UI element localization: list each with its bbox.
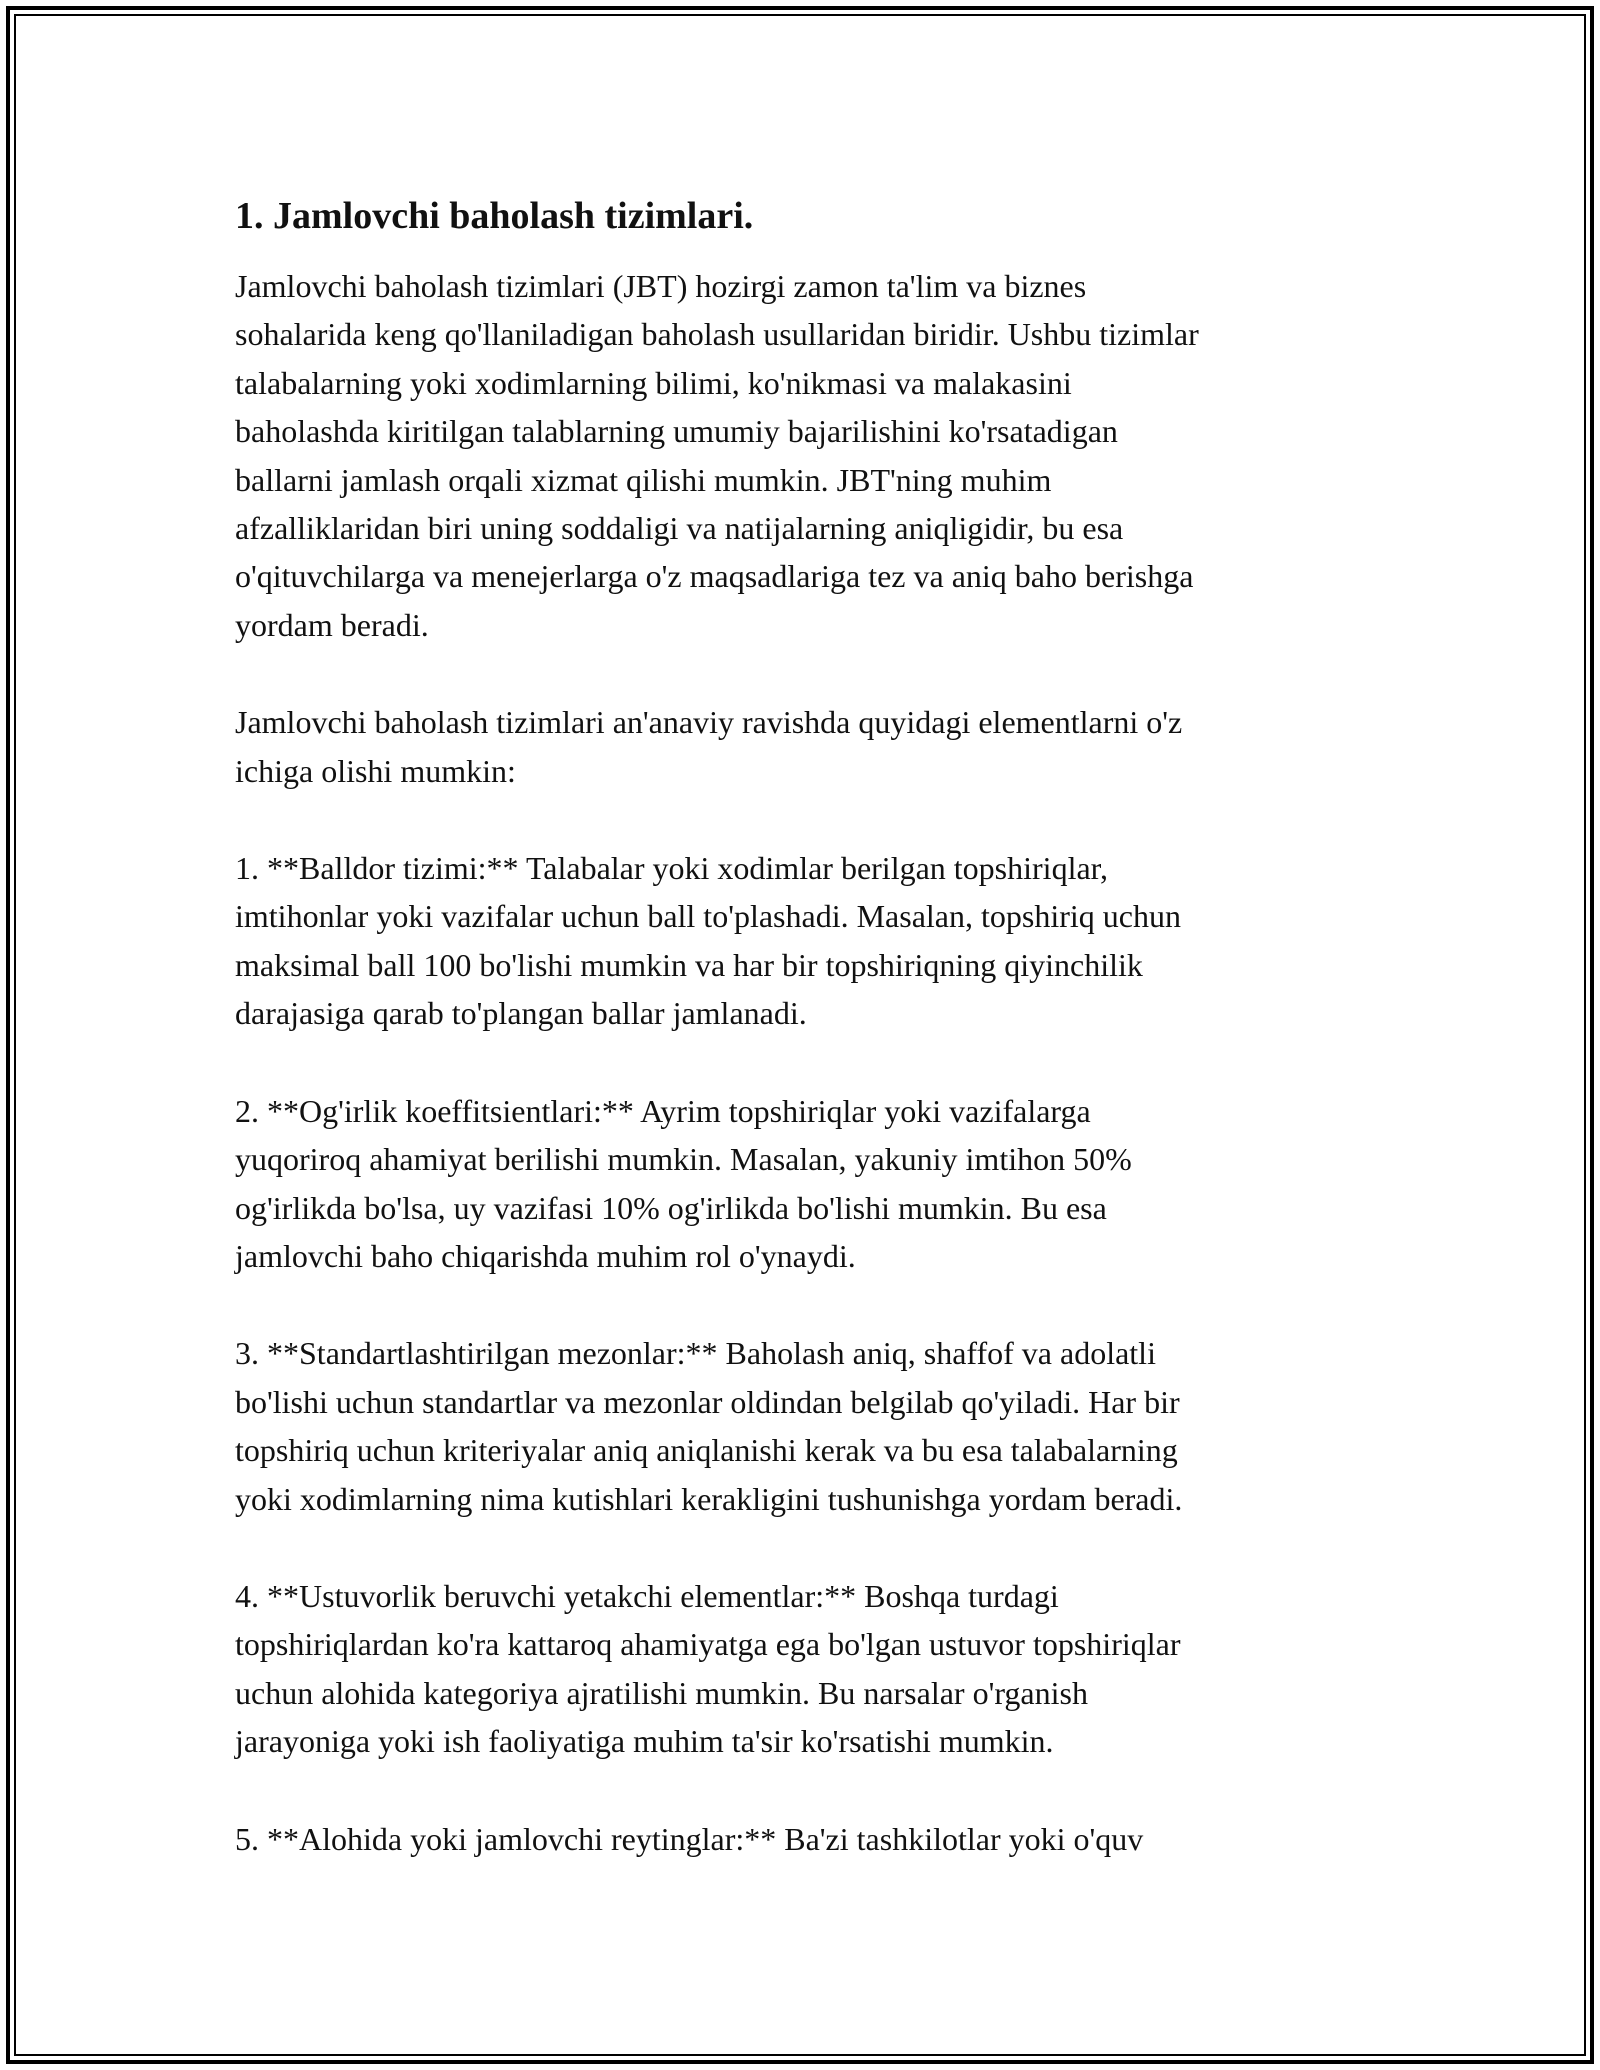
text-line: 2. **Og'irlik koeffitsientlari:** Ayrim topshiriqlar yoki vazifalarga	[235, 1092, 1091, 1129]
text-line: topshiriq uchun kriteriyalar aniq aniqlanishi kerak va bu esa talabalarning	[235, 1432, 1178, 1469]
document-body	[235, 188, 1365, 1863]
text-line: yoki xodimlarning nima kutishlari kerakligini tushunishga yordam beradi.	[235, 1480, 1183, 1517]
text-line: 1. **Balldor tizimi:** Talabalar yoki xodimlar berilgan topshiriqlar,	[235, 850, 1109, 887]
text-line: og'irlikda bo'lsa, uy vazifasi 10% og'irlikda bo'lishi mumkin. Bu esa	[235, 1189, 1107, 1226]
text-line: jarayoniga yoki ish faoliyatiga muhim ta'sir ko'rsatishi mumkin.	[235, 1723, 1054, 1760]
text-line: topshiriqlardan ko'ra kattaroq ahamiyatga ega bo'lgan ustuvor topshiriqlar	[235, 1626, 1181, 1663]
lead-paragraph	[235, 698, 1365, 795]
text-line: o'qituvchilarga va menejerlarga o'z maqsadlariga tez va aniq baho berishga	[235, 558, 1194, 595]
section-heading: 1. Jamlovchi baholash tizimlari.	[235, 195, 754, 237]
text-line: bo'lishi uchun standartlar va mezonlar oldindan belgilab qo'yiladi. Har bir	[235, 1383, 1180, 1420]
text-line: talabalarning yoki xodimlarning bilimi, ko'nikmasi va malakasini	[235, 364, 1072, 401]
text-line: sohalarida keng qo'llaniladigan baholash usullaridan biridir. Ushbu tizimlar	[235, 316, 1199, 353]
text-line: 4. **Ustuvorlik beruvchi yetakchi elementlar:** Boshqa turdagi	[235, 1577, 1059, 1614]
text-line: 5. **Alohida yoki jamlovchi reytinglar:** Ba'zi tashkilotlar yoki o'quv	[235, 1820, 1144, 1857]
text-line: Jamlovchi baholash tizimlari (JBT) hozirgi zamon ta'lim va biznes	[235, 268, 1087, 304]
text-line: yuqoriroq ahamiyat berilishi mumkin. Masalan, yakuniy imtihon 50%	[235, 1141, 1132, 1178]
text-line: ichiga olishi mumkin:	[235, 752, 516, 789]
text-line: ballarni jamlash orqali xizmat qilishi mumkin. JBT'ning muhim	[235, 461, 1052, 498]
text-line: maksimal ball 100 bo'lishi mumkin va har bir topshiriqning qiyinchilik	[235, 946, 1143, 983]
intro-paragraph	[235, 262, 1365, 649]
list-item-4	[235, 1572, 1365, 1766]
text-line: afzalliklaridan biri uning soddaligi va natijalarning aniqligidir, bu esa	[235, 510, 1124, 547]
text-line: yordam beradi.	[235, 606, 429, 643]
text-line: 3. **Standartlashtirilgan mezonlar:** Baholash aniq, shaffof va adolatli	[235, 1335, 1156, 1372]
text-line: baholashda kiritilgan talablarning umumiy bajarilishini ko'rsatadigan	[235, 413, 1118, 450]
list-item-3	[235, 1329, 1365, 1523]
list-item-2	[235, 1087, 1365, 1281]
text-line: Jamlovchi baholash tizimlari an'anaviy ravishda quyidagi elementlarni o'z	[235, 704, 1183, 741]
text-line: jamlovchi baho chiqarishda muhim rol o'ynaydi.	[235, 1237, 856, 1274]
text-line: darajasiga qarab to'plangan ballar jamlanadi.	[235, 995, 807, 1032]
list-item-5	[235, 1815, 1365, 1863]
text-line: uchun alohida kategoriya ajratilishi mumkin. Bu narsalar o'rganish	[235, 1674, 1088, 1711]
text-line: imtihonlar yoki vazifalar uchun ball to'plashadi. Masalan, topshiriq uchun	[235, 898, 1181, 935]
list-item-1	[235, 844, 1365, 1038]
